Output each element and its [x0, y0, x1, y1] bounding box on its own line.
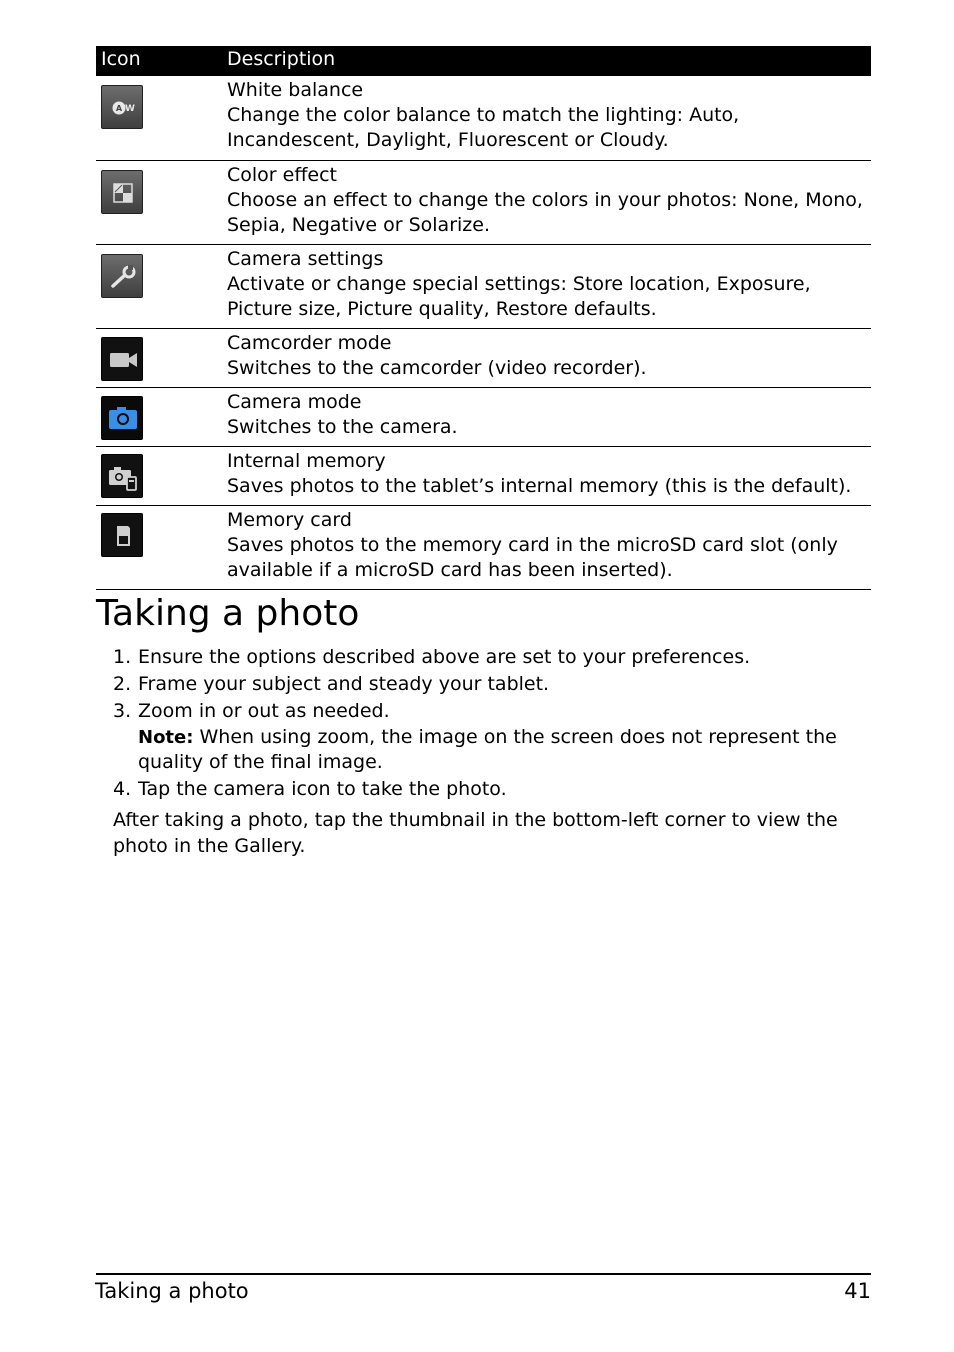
list-item: [113, 776, 873, 802]
table-row: [96, 506, 871, 590]
white-balance-icon: [101, 85, 143, 129]
row-text: Picture size, Picture quality, Restore defaults.: [227, 298, 657, 320]
row-text: Activate or change special settings: Store location, Exposure,: [227, 273, 811, 295]
row-text: Incandescent, Daylight, Fluorescent or Cloudy.: [227, 129, 669, 151]
row-text: Switches to the camcorder (video recorder).: [227, 357, 647, 379]
row-text: available if a microSD card has been inserted).: [227, 559, 673, 581]
row-text: Sepia, Negative or Solarize.: [227, 214, 490, 236]
steps-list: [113, 644, 873, 803]
row-title: Camcorder mode: [227, 332, 392, 354]
svg-text:W: W: [125, 104, 135, 114]
step-number: 4.: [113, 778, 132, 800]
table-row: [96, 329, 871, 388]
header-description: Description: [227, 48, 336, 70]
paragraph-line: After taking a photo, tap the thumbnail in the bottom-left corner to view the: [113, 809, 838, 831]
paragraph-line: photo in the Gallery.: [113, 835, 306, 857]
step-number: 3.: [113, 700, 132, 722]
icon-description-table: [96, 46, 871, 590]
camcorder-icon: [101, 337, 143, 381]
row-title: Memory card: [227, 509, 352, 531]
internal-memory-icon: [101, 454, 143, 498]
section-heading: Taking a photo: [96, 593, 360, 634]
step-text: Zoom in or out as needed.: [138, 700, 390, 722]
wrench-icon: [101, 254, 143, 298]
color-effect-icon: [101, 170, 143, 214]
gallery-paragraph: [113, 807, 838, 859]
row-title: Camera mode: [227, 391, 362, 413]
table-row: [96, 245, 871, 329]
note-label: Note:: [138, 727, 194, 748]
table-header: [96, 46, 871, 76]
table-row: [96, 161, 871, 245]
list-item: [113, 671, 873, 697]
row-title: White balance: [227, 79, 364, 101]
row-title: Camera settings: [227, 248, 384, 270]
step-text: Ensure the options described above are set to your preferences.: [138, 646, 751, 668]
memory-card-icon: [101, 513, 143, 557]
footer-title: Taking a photo: [95, 1279, 249, 1303]
step-number: 2.: [113, 673, 132, 695]
svg-text:A: A: [115, 104, 123, 113]
row-text: Change the color balance to match the lighting: Auto,: [227, 104, 740, 126]
row-title: Color effect: [227, 164, 338, 186]
table-row: [96, 447, 871, 506]
step-text: Tap the camera icon to take the photo.: [138, 778, 507, 800]
footer-divider: [96, 1273, 871, 1275]
row-text: Choose an effect to change the colors in your photos: None, Mono,: [227, 189, 863, 211]
step-text: Frame your subject and steady your tablet.: [138, 673, 550, 695]
camera-icon: [101, 396, 143, 440]
page-number: 41: [844, 1279, 871, 1303]
step-number: 1.: [113, 646, 132, 668]
row-text: Saves photos to the tablet’s internal memory (this is the default).: [227, 475, 852, 497]
list-item: [113, 644, 873, 670]
table-row: [96, 388, 871, 447]
list-item: [113, 698, 873, 724]
zoom-note: [113, 725, 873, 774]
row-text: Saves photos to the memory card in the microSD card slot (only: [227, 534, 838, 556]
row-text: Switches to the camera.: [227, 416, 458, 438]
note-text: quality of the final image.: [138, 751, 383, 773]
row-title: Internal memory: [227, 450, 386, 472]
note-text: When using zoom, the image on the screen does not represent the: [193, 726, 837, 748]
table-row: [96, 76, 871, 161]
header-icon: Icon: [101, 48, 141, 70]
